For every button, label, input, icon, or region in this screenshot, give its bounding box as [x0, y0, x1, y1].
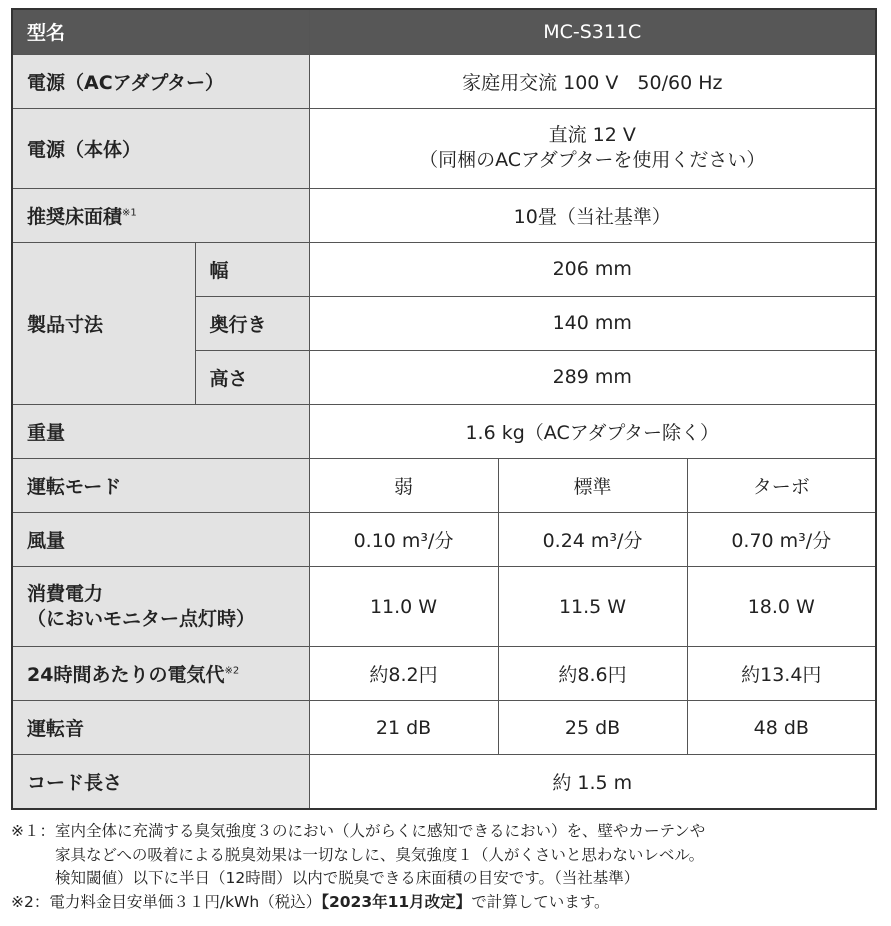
- footnotes: [11, 820, 881, 914]
- footnote-1-line1: 室内全体に充満する臭気強度３のにおい（人がらくに感知できるにおい）を、壁やカーテンや: [55, 822, 706, 840]
- floor-area-label-cell: [12, 188, 309, 242]
- row-dimension-width: [12, 242, 876, 296]
- cord-value: 約 1.5 m: [309, 755, 876, 809]
- airflow-value-standard: 0.24 m³/分: [498, 513, 687, 567]
- cost-label-cell: [12, 647, 309, 701]
- width-label: 幅: [195, 242, 309, 296]
- cost-note-mark: ※2: [224, 665, 240, 677]
- footnote-2: [11, 891, 881, 915]
- cost-value-turbo: 約13.4円: [687, 647, 876, 701]
- noise-value-standard: 25 dB: [498, 701, 687, 755]
- consumption-value-low: 11.0 W: [309, 567, 498, 647]
- power-adapter-value: 家庭用交流 100 V 50/60 Hz: [309, 54, 876, 108]
- mode-value-standard: 標準: [498, 459, 687, 513]
- row-power-body: [12, 108, 876, 188]
- mode-value-turbo: ターボ: [687, 459, 876, 513]
- model-label: 型名: [12, 9, 309, 54]
- weight-value: 1.6 kg（ACアダプター除く）: [309, 404, 876, 458]
- footnote-1-body: [55, 820, 881, 891]
- weight-label: 重量: [12, 404, 309, 458]
- noise-value-turbo: 48 dB: [687, 701, 876, 755]
- mode-value-low: 弱: [309, 459, 498, 513]
- footnote-1-line2: 家具などへの吸着による脱臭効果は一切なしに、臭気強度１（人がくさいと思わないレベル。: [55, 845, 705, 864]
- power-body-value-line2: （同梱のACアダプターを使用ください）: [419, 149, 766, 172]
- footnote-2-revision: 【2023年11月改定】: [321, 892, 472, 911]
- footnote-1-line3: 検知閾値）以下に半日（12時間）以内で脱臭できる床面積の目安です。（当社基準）: [55, 869, 640, 887]
- depth-label: 奥行き: [195, 296, 309, 350]
- noise-value-low: 21 dB: [309, 701, 498, 755]
- row-consumption: [12, 567, 876, 647]
- cost-value-low: 約8.2円: [309, 647, 498, 701]
- cost-value-standard: 約8.6円: [498, 647, 687, 701]
- floor-area-note-mark: ※1: [122, 207, 137, 219]
- height-label: 高さ: [195, 350, 309, 404]
- row-weight: [12, 404, 876, 458]
- row-cost: [12, 647, 876, 701]
- dimensions-label: 製品寸法: [12, 242, 195, 404]
- row-power-adapter: [12, 54, 876, 108]
- spec-table: [11, 8, 877, 810]
- consumption-label-line2: （においモニター点灯時）: [27, 607, 256, 630]
- footnote-1-mark: ※１：: [11, 822, 55, 840]
- airflow-value-turbo: 0.70 m³/分: [687, 513, 876, 567]
- row-noise: [12, 701, 876, 755]
- footnote-2-text-before: 電力料金目安単価３１円/kWh（税込）: [49, 892, 322, 911]
- power-body-value: [309, 108, 876, 188]
- floor-area-label: 推奨床面積: [27, 205, 123, 228]
- footnote-1: [11, 820, 881, 891]
- depth-value: 140 mm: [309, 296, 876, 350]
- row-floor-area: [12, 188, 876, 242]
- row-airflow: [12, 513, 876, 567]
- power-adapter-label: 電源（ACアダプター）: [12, 54, 309, 108]
- row-model: [12, 9, 876, 54]
- airflow-value-low: 0.10 m³/分: [309, 513, 498, 567]
- row-mode: [12, 459, 876, 513]
- cost-label: 24時間あたりの電気代: [27, 664, 225, 687]
- footnote-2-body: [49, 891, 881, 915]
- consumption-value-standard: 11.5 W: [498, 567, 687, 647]
- footnote-2-text-after: で計算しています。: [471, 892, 610, 911]
- consumption-label-line1: 消費電力: [27, 583, 104, 605]
- mode-label: 運転モード: [12, 459, 309, 513]
- consumption-label: [12, 567, 309, 647]
- power-body-label: 電源（本体）: [12, 108, 309, 188]
- width-value: 206 mm: [309, 242, 876, 296]
- noise-label: 運転音: [12, 701, 309, 755]
- floor-area-value: 10畳（当社基準）: [309, 188, 876, 242]
- airflow-label: 風量: [12, 513, 309, 567]
- footnote-2-mark: ※2：: [11, 892, 50, 911]
- model-value: MC-S311C: [309, 9, 876, 54]
- consumption-value-turbo: 18.0 W: [687, 567, 876, 647]
- height-value: 289 mm: [309, 350, 876, 404]
- row-cord: [12, 755, 876, 809]
- power-body-value-line1: 直流 12 V: [548, 124, 636, 147]
- cord-label: コード長さ: [12, 755, 309, 809]
